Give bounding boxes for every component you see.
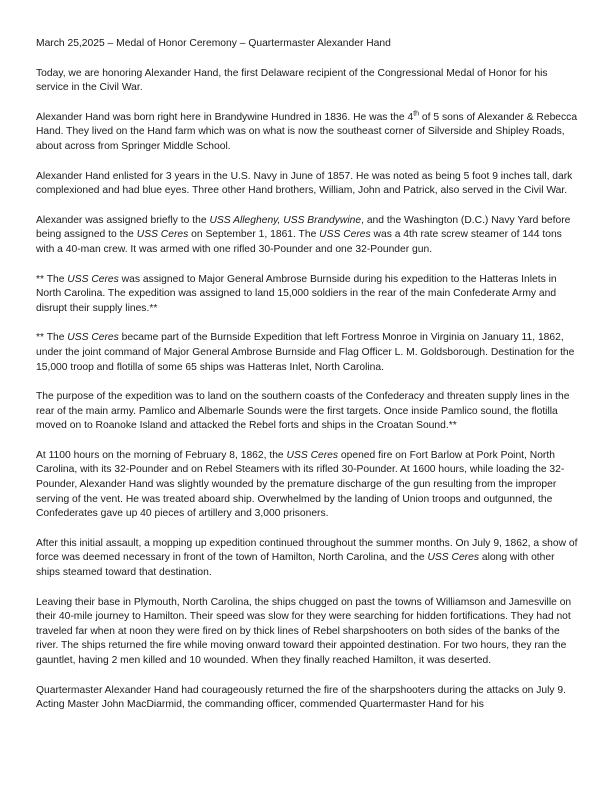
ship-name: USS Allegheny, USS Brandywine <box>209 214 362 226</box>
paragraph-commendation: Quartermaster Alexander Hand had courageously returned the fire of the sharpshooters during the attacks on July 9. Acting Master John MacDiarmid, the commanding officer, commended Quartermaster Hand for his <box>36 684 567 711</box>
ship-name: USS Ceres <box>319 229 371 241</box>
text-run: was assigned to Major General Ambrose Burnside during his expedition to the Hatteras Inlets in North Carolina. The expedition was assigned to land 15,000 soldiers in the rear of the main Confederate Army and disrupt their supply lines.** <box>36 273 557 314</box>
paragraph-assignments <box>36 214 578 258</box>
ship-name: USS Ceres <box>427 552 479 564</box>
text-run: of 5 sons of Alexander & Rebecca Hand. They lived on the Hand farm which was on what is now the southeast corner of Silverside and Shipley Roads, about across from Springer Middle School. <box>36 111 578 152</box>
text-run: along with other ships steamed toward that destination. <box>36 552 555 579</box>
text-run: ** The <box>36 273 68 285</box>
paragraph-fort-barlow <box>36 449 578 522</box>
text-run: At 1100 hours on the morning of February 8, 1862, the <box>36 449 287 461</box>
paragraph-burnside-assignment <box>36 273 578 317</box>
paragraph-burnside-expedition <box>36 331 578 375</box>
text-run: Alexander was assigned briefly to the <box>36 214 210 226</box>
ship-name: USS Ceres <box>67 332 119 344</box>
ship-name: USS Ceres <box>67 273 119 285</box>
text-run: was a 4th rate screw steamer of 144 tons with a 40-man crew. It was armed with one rifled 30-Pounder and one 32-Pounder gun. <box>36 229 562 255</box>
ordinal-superscript: th <box>413 110 420 118</box>
text-run: After this initial assault, a mopping up expedition continued throughout the summer months. On July 9, 1862, a show of force was deemed necessary in front of the town of Hamilton, North Carolina, and the <box>36 537 578 564</box>
ship-name: USS Ceres <box>136 229 189 241</box>
text-run: ** The <box>36 332 68 344</box>
paragraph-intro: Today, we are honoring Alexander Hand, the first Delaware recipient of the Congressional Medal of Honor for his service in the Civil War. <box>36 67 548 94</box>
text-run: on September 1, 1861. The <box>188 229 320 241</box>
text-run: became part of the Burnside Expedition that left Fortress Monroe in Virginia on January 11, 1862, under the joint command of Major General Ambrose Burnside and Flag Officer L. M. Goldsborough. Destination for the 15,000 troop and flotilla of some 65 ships was Hatteras Inlet, North Carolina. <box>36 332 575 373</box>
paragraph-enlistment: Alexander Hand enlisted for 3 years in the U.S. Navy in June of 1857. He was noted as being 5 foot 9 inches tall, dark complexioned and had blue eyes. Three other Hand brothers, William, John and Patrick, also served in the Civil War. <box>36 170 573 197</box>
ship-name: USS Ceres <box>286 449 339 461</box>
paragraph-birth <box>36 111 578 155</box>
text-run: Alexander Hand was born right here in Brandywine Hundred in 1836. He was the 4 <box>36 111 414 123</box>
text-run: , and the Washington (D.C.) Navy Yard before being assigned to the <box>36 214 571 241</box>
paragraph-journey-hamilton: Leaving their base in Plymouth, North Carolina, the ships chugged on past the towns of Williamson and Jamesville on their 40-mile journey to Hamilton. Their speed was slow for they were searching for hidden fortifications. They had not traveled far when at noon they were fired on by thick lines of Rebel sharpshooters on both sides of the banks of the river. The ships returned the fire while moving onward toward their appointed destination. For two hours, they ran the gauntlet, having 2 men killed and 10 wounded. When they finally reached Hamilton, it was deserted. <box>36 596 572 666</box>
text-run: opened fire on Fort Barlow at Pork Point, North Carolina, with its 32-Pounder and on Rebel Steamers with its rifled 30-Pounder. At 1600 hours, while loading the 32-Pounder, Alexander Hand was slightly wounded by the premature discharge of the gun resulting from the improper serving of the vent. He was treated aboard ship. Overwhelmed by the landing of Union troops and outgunned, the Confederates gave up 40 pieces of artillery and 3,000 prisoners. <box>36 449 565 520</box>
paragraph-mopping-up <box>36 537 578 581</box>
paragraph-expedition-purpose: The purpose of the expedition was to land on the southern coasts of the Confederacy and threaten supply lines in the rear of the main army. Pamlico and Albemarle Sounds were the first targets. Once inside Pamlico sound, the flotilla moved on to Roanoke Island and attacked the Rebel forts and ships in the Croatan Sound.** <box>36 391 570 432</box>
document-title: March 25,2025 – Medal of Honor Ceremony – Quartermaster Alexander Hand <box>36 38 391 49</box>
